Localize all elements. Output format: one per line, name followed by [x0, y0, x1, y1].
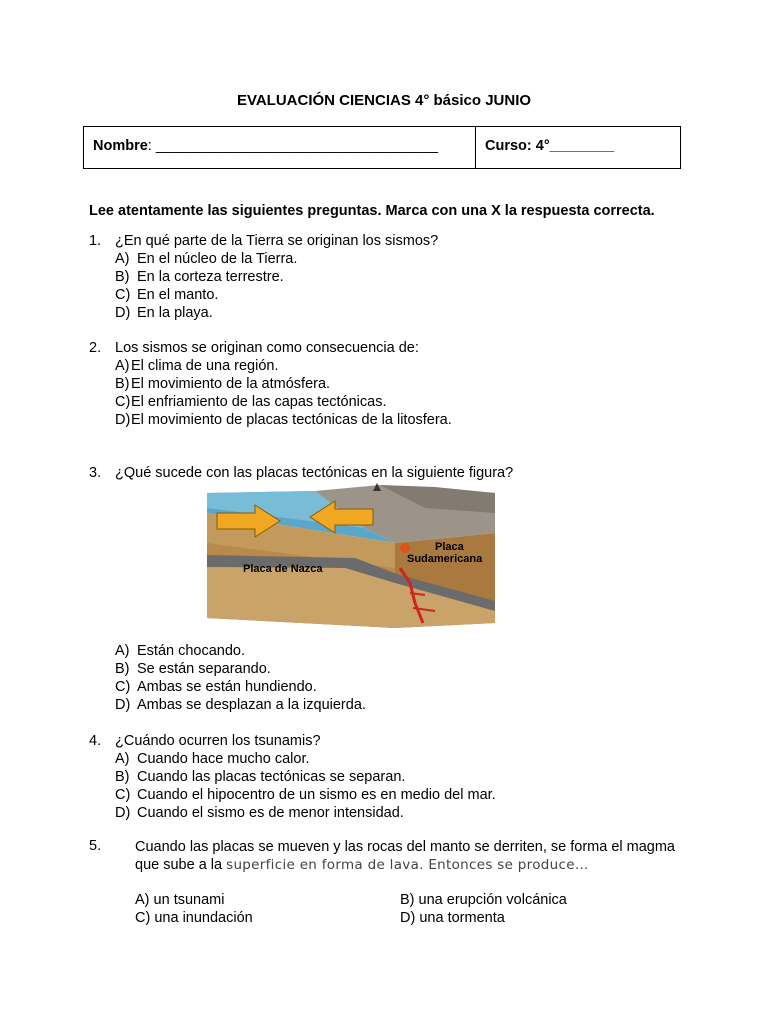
option-b[interactable]: B) El movimiento de la atmósfera. — [115, 376, 331, 392]
nombre-field[interactable] — [93, 138, 438, 154]
option-a[interactable]: A) Están chocando. — [115, 643, 246, 659]
option-b[interactable]: B) Cuando las placas tectónicas se separan. — [115, 769, 406, 785]
question-text: ¿En qué parte de la Tierra se originan los sismos? — [115, 233, 439, 249]
question-number: 5. — [89, 838, 102, 854]
option-d[interactable]: D) una tormenta — [400, 910, 505, 926]
nombre-line: : ___________________________________ — [147, 138, 439, 154]
option-c[interactable]: C)El enfriamiento de las capas tectónicas. — [115, 394, 387, 410]
option-c[interactable]: C) una inundación — [135, 910, 253, 926]
label-nazca: Placa de Nazca — [243, 563, 323, 575]
option-d[interactable]: D) Ambas se desplazan a la izquierda. — [115, 697, 366, 713]
option-a[interactable]: A) Cuando hace mucho calor. — [115, 751, 310, 767]
question-number: 4. — [89, 733, 102, 749]
label-sud-2: Sudamericana — [407, 553, 483, 565]
option-b[interactable]: B) En la corteza terrestre. — [115, 269, 284, 285]
question-number: 1. — [89, 233, 102, 249]
tectonic-plates-figure — [195, 483, 505, 631]
option-d[interactable]: D)El movimiento de placas tectónicas de la litosfera. — [115, 412, 452, 428]
question-text: Cuando las placas se mueven y las rocas del manto se derriten, se forma el magma que sube a la superficie en forma de lava. Entonces se produce… — [135, 839, 675, 873]
option-d[interactable]: D) En la playa. — [115, 305, 213, 321]
nombre-label: Nombre — [93, 138, 148, 154]
header-divider — [475, 127, 476, 168]
question-text: ¿Cuándo ocurren los tsunamis? — [115, 733, 321, 749]
option-b[interactable]: B) Se están separando. — [115, 661, 271, 677]
page-title: EVALUACIÓN CIENCIAS 4° básico JUNIO — [236, 92, 532, 109]
label-sud-1: Placa — [435, 541, 464, 553]
option-b[interactable]: B) una erupción volcánica — [400, 892, 567, 908]
option-c[interactable]: C) Ambas se están hundiendo. — [115, 679, 317, 695]
option-c[interactable]: C) En el manto. — [115, 287, 219, 303]
option-a[interactable]: A) En el núcleo de la Tierra. — [115, 251, 298, 267]
question-text: ¿Qué sucede con las placas tectónicas en la siguiente figura? — [115, 465, 514, 481]
option-a[interactable]: A) un tsunami — [135, 892, 225, 908]
question-number: 2. — [89, 340, 102, 356]
option-c[interactable]: C) Cuando el hipocentro de un sismo es en medio del mar. — [115, 787, 496, 803]
instructions: Lee atentamente las siguientes preguntas. Marca con una X la respuesta correcta. — [89, 203, 655, 219]
student-info-box — [83, 126, 681, 169]
option-d[interactable]: D) Cuando el sismo es de menor intensidad. — [115, 805, 404, 821]
curso-field[interactable]: Curso: 4°________ — [485, 138, 615, 154]
question-text: Los sismos se originan como consecuencia de: — [115, 340, 419, 356]
option-a[interactable]: A) El clima de una región. — [115, 358, 279, 374]
question-number: 3. — [89, 465, 102, 481]
